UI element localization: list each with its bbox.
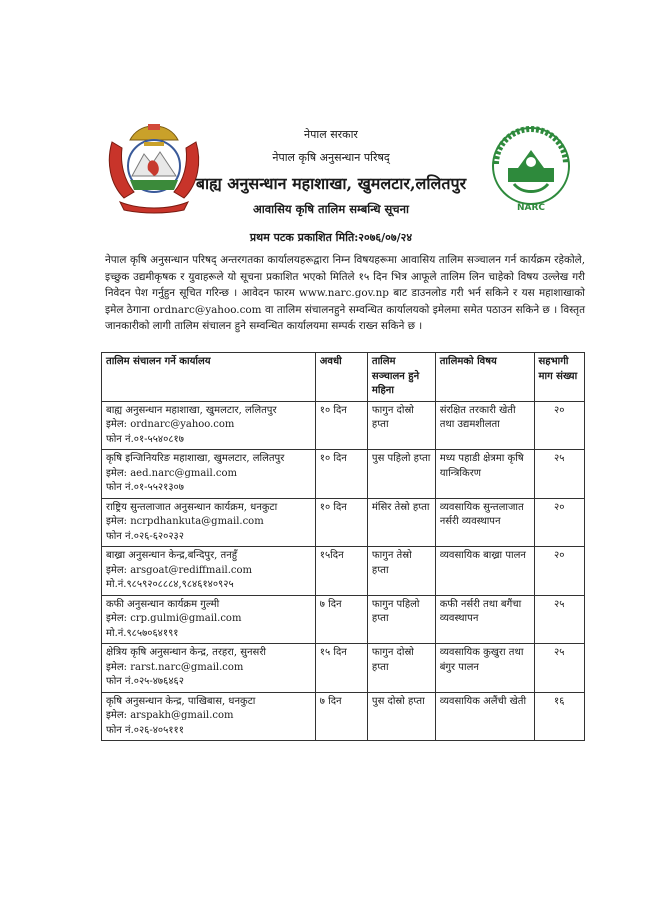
month-cell [367, 498, 435, 547]
row-duration: ७ दिन [319, 695, 342, 707]
row-phone: फोन नं.०१-५५४०८१७ [106, 433, 184, 445]
subject-cell [435, 644, 534, 693]
month-cell [367, 401, 435, 450]
table-row [102, 547, 585, 596]
row-month: पुस पहिलो हप्ता [371, 453, 431, 464]
row-duration: १५दिन [319, 550, 344, 561]
participants-cell [534, 595, 585, 644]
row-month: मंसिर तेस्रो हप्ता [371, 501, 430, 513]
table-row [102, 498, 585, 547]
participants-cell [534, 644, 585, 693]
participants-cell [534, 450, 585, 499]
row-office: बाख्रा अनुसन्धान केन्द्र,बन्दिपुर, तनहुँ [106, 550, 238, 561]
row-phone: फोन नं.०१-५५२१३०७ [106, 482, 184, 493]
table-row [102, 692, 585, 741]
row-month: फागुन पहिलो हप्ता [371, 598, 420, 624]
row-participants: २० [554, 501, 565, 513]
duration-cell [315, 498, 367, 547]
participants-cell [534, 692, 585, 741]
row-subject: कफी नर्सरी तथा बगैंचा व्यवस्थापन [439, 598, 522, 624]
subject-cell [435, 498, 534, 547]
subject-cell [435, 595, 534, 644]
month-cell [367, 692, 435, 741]
government-title: नेपाल सरकार [304, 128, 358, 141]
row-email: इमेल: ncrpdhankuta@gmail.com [106, 516, 264, 527]
row-phone: फोन नं.०२५-४७६४६२ [106, 676, 184, 687]
row-email: इमेल: rarst.narc@gmail.com [106, 661, 244, 673]
row-month: फागुन दोस्रो हप्ता [371, 647, 414, 673]
row-duration: ७ दिन [319, 598, 342, 610]
row-month: फागुन दोस्रो हप्ता [371, 404, 414, 430]
row-subject: व्यवसायिक कुखुरा तथा बंगुर पालन [439, 647, 524, 673]
row-office: कृषि अनुसन्धान केन्द्र, पाखिबास, धनकुटा [106, 695, 256, 707]
narc-logo-text: NARC [516, 203, 546, 213]
row-participants: २० [554, 404, 565, 416]
row-office: क्षेत्रिय कृषि अनुसन्धान केन्द्र, तरहरा, सुनसरी [106, 647, 267, 658]
office-cell [102, 498, 316, 547]
row-participants: २५ [554, 598, 565, 610]
participants-cell [534, 547, 585, 596]
row-duration: १५ दिन [319, 647, 347, 658]
row-month: पुस दोस्रो हप्ता [371, 695, 425, 707]
notice-body: नेपाल कृषि अनुसन्धान परिषद् अन्तरगतका कार्यालयहरूद्वारा निम्न विषयहरूमा आवासिय तालिम सञ्चालन गर्न कार्यक्रम रहेकोले, इच्छुक उद्यमीकृषक र युवाहरूले यो सूचना प्रकाशित भएको मितिले १५ दिन भित्र आफूले तालिम लिन चाहेको विषय उल्लेख गरी निवेदन पेश गर्नुहुन सूचित गरिन्छ । आवेदन फारम www.narc.gov.np बाट डाउनलोड गरी भर्न सकिने र यस महाशाखाको इमेल ठेगाना ordnarc@yahoo.com वा तालिम संचालनहुने सम्वन्धित कार्यालयको इमेलमा समेत पठाउन सकिने छ । विस्तृत जानकारीको लागी तालिम संचालन हुने सम्वन्धित कार्यालयमा सम्पर्क राख्न सकिने छ । [105, 254, 585, 333]
row-participants: २० [554, 550, 565, 561]
subject-cell [435, 692, 534, 741]
duration-cell [315, 692, 367, 741]
row-subject: व्यवसायिक बाख्रा पालन [439, 550, 526, 561]
header-duration: अवधी [315, 353, 367, 402]
office-cell [102, 450, 316, 499]
row-duration: १० दिन [319, 501, 347, 513]
row-phone: फोन नं.०२६-६२०२३२ [106, 530, 184, 542]
row-participants: २५ [554, 453, 565, 464]
training-table [101, 352, 585, 741]
row-subject: मध्य पहाडी क्षेत्रमा कृषि यान्त्रिकिरण [439, 453, 524, 479]
month-cell [367, 595, 435, 644]
office-cell [102, 595, 316, 644]
duration-cell [315, 547, 367, 596]
row-participants: २५ [554, 647, 565, 658]
row-month: फागुन तेस्रो हप्ता [371, 550, 412, 576]
duration-cell [315, 450, 367, 499]
participants-cell [534, 498, 585, 547]
month-cell [367, 547, 435, 596]
row-office: कफी अनुसन्धान कार्यक्रम गुल्मी [106, 598, 220, 610]
office-cell [102, 547, 316, 596]
council-title: नेपाल कृषि अनुसन्धान परिषद् [272, 151, 390, 164]
row-office: कृषि इन्जिनियरिङ महाशाखा, खुमलटार, ललितपुर [106, 453, 285, 464]
duration-cell [315, 595, 367, 644]
row-subject: संरक्षित तरकारी खेती तथा उद्यमशीलता [439, 404, 516, 430]
row-duration: १० दिन [319, 404, 347, 416]
office-cell [102, 644, 316, 693]
table-header-row [102, 353, 585, 402]
subject-cell [435, 401, 534, 450]
row-participants: १६ [554, 695, 565, 707]
office-cell [102, 692, 316, 741]
department-title: बाह्य अनुसन्धान महाशाखा, खुमलटार,ललितपुर [195, 174, 467, 193]
header-office: तालिम संचालन गर्ने कार्यालय [102, 353, 316, 402]
row-email: इमेल: arsgoat@rediffmail.com [106, 564, 253, 576]
participants-cell [534, 401, 585, 450]
table-row [102, 595, 585, 644]
row-subject: व्यवसायिक सुन्तलाजात नर्सरी व्यवस्थापन [439, 501, 524, 527]
row-email: इमेल: arspakh@gmail.com [106, 710, 234, 721]
row-duration: १० दिन [319, 453, 347, 464]
duration-cell [315, 401, 367, 450]
month-cell [367, 644, 435, 693]
row-email: इमेल: crp.gulmi@gmail.com [106, 613, 242, 624]
month-cell [367, 450, 435, 499]
office-cell [102, 401, 316, 450]
notice-subject: आवासिय कृषि तालिम सम्बन्धि सूचना [253, 202, 409, 216]
table-row [102, 401, 585, 450]
subject-cell [435, 450, 534, 499]
table-row [102, 644, 585, 693]
row-email: इमेल: ordnarc@yahoo.com [106, 419, 235, 430]
header-subject: तालिमको विषय [435, 353, 534, 402]
header-month: तालिम सञ्चालन हुने महिना [367, 353, 435, 402]
row-phone: मो.नं.९८५९२०८८८४,९८४६१४०९२५ [106, 579, 234, 590]
row-email: इमेल: aed.narc@gmail.com [106, 467, 237, 479]
row-office: राष्ट्रिय सुन्तलाजात अनुसन्धान कार्यक्रम, धनकुटा [106, 501, 278, 513]
subject-cell [435, 547, 534, 596]
table-row [102, 450, 585, 499]
duration-cell [315, 644, 367, 693]
publication-date: प्रथम पटक प्रकाशित मिति:२०७६/०७/२४ [249, 231, 413, 244]
row-office: बाह्य अनुसन्धान महाशाखा, खुमलटार, ललितपुर [106, 404, 277, 416]
header-participants: सहभागी माग संख्या [534, 353, 585, 402]
row-phone: फोन नं.०२६-४०५१११ [106, 724, 184, 736]
row-subject: व्यवसायिक अलैंची खेती [439, 695, 527, 707]
row-phone: मो.नं.९८५७०६४१९१ [106, 627, 179, 639]
